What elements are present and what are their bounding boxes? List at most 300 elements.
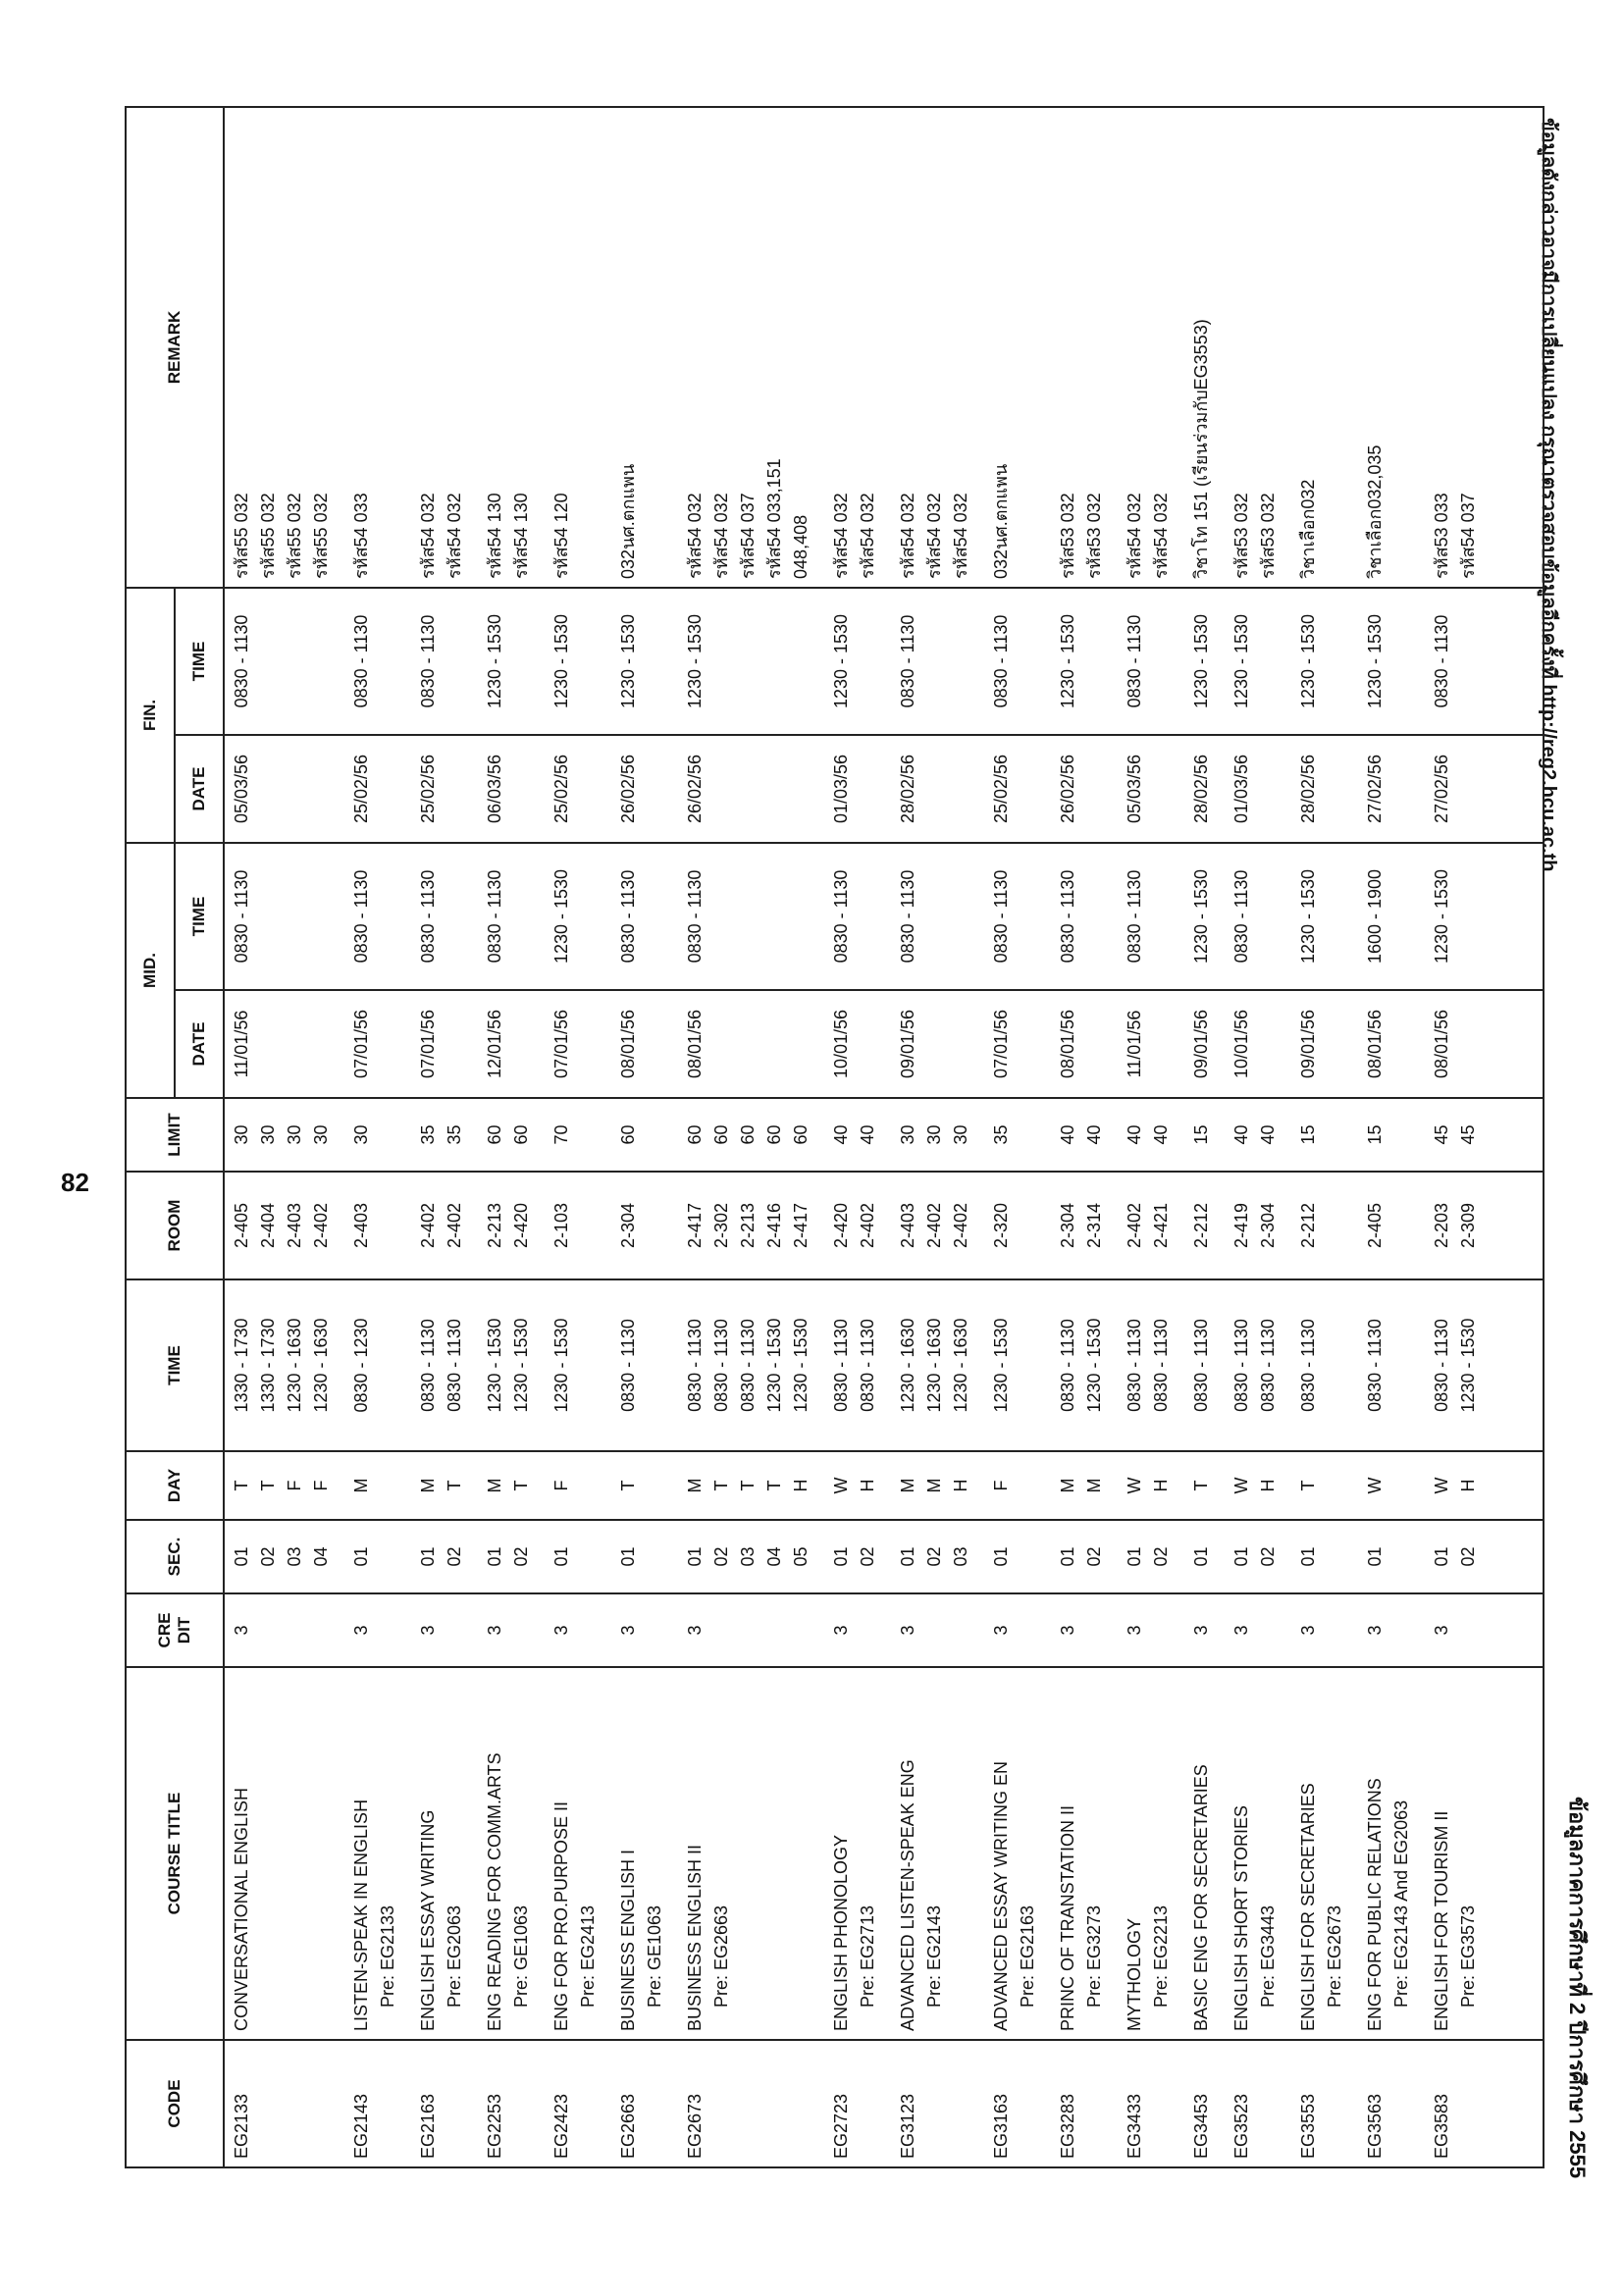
room-value: 2-419 [1231,1202,1251,1249]
course-code: EG3453 [1191,2093,1211,2159]
credit-value: 3 [232,1625,251,1636]
course-code: EG3523 [1231,2093,1251,2159]
course-title-cell [1051,1667,1118,2040]
mid-time-cell [611,843,678,990]
room-cell [1051,1172,1118,1279]
header-final: FIN. [126,588,175,843]
time-value: 0830 - 1130 [711,1319,731,1412]
course-title: ENGLISH FOR TOURISM II [1432,1810,1451,2031]
fin-time-cell [891,588,984,735]
day-value: F [551,1480,571,1491]
sec-value: 02 [858,1546,877,1567]
course-code-cell [344,2040,411,2167]
course-code: EG3553 [1298,2093,1318,2159]
mid-date-cell [611,990,678,1098]
room-value: 2-304 [1058,1202,1077,1249]
mid-date-cell [1051,990,1118,1098]
course-title: ENGLISH PHONOLOGY [831,1834,851,2031]
day-value: T [1298,1480,1318,1491]
time-value: 0830 - 1130 [738,1319,758,1412]
time-value: 0830 - 1130 [1191,1319,1211,1412]
sec-value: 02 [258,1546,278,1567]
credit-value: 3 [618,1625,638,1636]
semester-note: ข้อมูลภาคการศึกษาที่ 2 ปีการศึกษา 2555 [1565,1796,1590,2178]
fin-date-cell [1225,735,1291,843]
limit-value: 15 [1191,1124,1211,1145]
course-title: BASIC ENG FOR SECRETARIES [1191,1764,1211,2031]
fin-date: 05/03/56 [232,754,251,824]
course-title-cell [1291,1667,1358,2040]
credit-value: 3 [485,1625,504,1636]
mid-date-cell [824,990,891,1098]
prerequisite: Pre: EG2213 [1151,1905,1171,2008]
remark-value: รหัส55 032 [232,493,251,579]
mid-time: 0830 - 1130 [232,869,251,964]
credit-cell [984,1593,1051,1667]
course-row [1291,107,1358,2167]
course-code-cell [891,2040,984,2167]
room-cell [678,1172,824,1279]
time-cell [344,1279,411,1451]
room-value: 2-309 [1458,1202,1478,1249]
sec-value: 01 [551,1546,571,1567]
limit-cell [1225,1098,1291,1172]
prerequisite: Pre: EG2163 [1018,1905,1037,2008]
sec-value: 01 [1298,1546,1318,1567]
header-section: SEC. [126,1520,224,1593]
sec-value: 01 [1432,1546,1451,1567]
time-cell [1425,1279,1492,1451]
fin-time-cell [678,588,824,735]
course-title: LISTEN-SPEAK IN ENGLISH [351,1799,371,2031]
header-mid-time: TIME [175,843,224,990]
remark-value: รหัส54 037 [738,493,758,579]
fin-date: 26/02/56 [685,754,705,824]
day-value: W [1231,1477,1251,1494]
course-code-cell [678,2040,824,2167]
mid-date-cell [545,990,611,1098]
day-value: M [924,1478,944,1493]
room-cell [344,1172,411,1279]
day-value: H [951,1479,970,1492]
remark-value: รหัส54 032 [858,493,877,579]
fin-date-cell [478,735,545,843]
course-title: ENGLISH ESSAY WRITING [418,1809,438,2031]
day-cell [984,1451,1051,1520]
course-row [678,107,824,2167]
course-title-cell [545,1667,611,2040]
mid-date-cell [1425,990,1492,1098]
mid-time-cell [1358,843,1425,990]
course-title: ADVANCED LISTEN-SPEAK ENG [898,1759,917,2031]
day-value: F [311,1480,331,1491]
fin-time-cell [224,588,344,735]
time-value: 0830 - 1130 [418,1319,438,1412]
limit-value: 30 [232,1124,251,1145]
fin-time: 0830 - 1130 [1125,614,1144,708]
credit-value: 3 [1191,1625,1211,1636]
sec-cell [611,1520,678,1593]
remark-cell [344,107,411,588]
credit-value: 3 [1125,1625,1144,1636]
fin-time: 1230 - 1530 [618,613,638,709]
header-course-title: COURSE TITLE [126,1667,224,2040]
credit-value: 3 [1231,1625,1251,1636]
course-row [411,107,478,2167]
mid-date-cell [411,990,478,1098]
prerequisite: Pre: EG2133 [378,1905,397,2008]
credit-value: 3 [1432,1625,1451,1636]
table-body [224,107,1544,2167]
prerequisite: Pre: EG2413 [578,1905,598,2008]
day-cell [1358,1451,1425,1520]
course-row [344,107,411,2167]
room-cell [891,1172,984,1279]
time-cell [891,1279,984,1451]
course-title: ADVANCED ESSAY WRITING EN [991,1760,1011,2031]
limit-value: 15 [1298,1124,1318,1145]
mid-date: 11/01/56 [1125,1010,1144,1078]
sec-value: 01 [232,1546,251,1567]
course-title-cell [1425,1667,1492,2040]
sec-value: 01 [485,1546,504,1567]
credit-value: 3 [418,1625,438,1636]
mid-date: 08/01/56 [1058,1009,1077,1079]
sec-value: 02 [924,1546,944,1567]
limit-cell [224,1098,344,1172]
prerequisite: Pre: EG2063 [445,1905,464,2008]
time-value: 0830 - 1130 [1432,1319,1451,1412]
day-value: W [1432,1477,1451,1494]
mid-time: 0830 - 1130 [485,869,504,964]
course-code-cell [545,2040,611,2167]
day-value: T [764,1480,784,1491]
day-value: T [511,1480,531,1491]
header-time: TIME [126,1279,224,1451]
remark-cell [984,107,1051,588]
time-value: 1230 - 1530 [485,1318,504,1413]
remark-cell [1225,107,1291,588]
room-cell [1225,1172,1291,1279]
empty-cell [1492,1172,1544,1279]
limit-value: 60 [511,1124,531,1145]
course-code: EG3163 [991,2093,1011,2159]
remark-value: รหัส53 032 [1258,493,1278,579]
room-cell [224,1172,344,1279]
fin-date-cell [891,735,984,843]
fin-date: 27/02/56 [1365,754,1385,824]
time-cell [224,1279,344,1451]
mid-date: 10/01/56 [831,1009,851,1079]
mid-date: 08/01/56 [618,1009,638,1079]
header-day: DAY [126,1451,224,1520]
day-value: W [831,1477,851,1494]
remark-value: รหัส54 033,151 [764,458,784,579]
credit-value: 3 [1058,1625,1077,1636]
empty-cell [1492,107,1544,588]
mid-time: 1230 - 1530 [1298,868,1318,965]
sec-cell [478,1520,545,1593]
remark-cell [224,107,344,588]
day-cell [824,1451,891,1520]
day-cell [411,1451,478,1520]
prerequisite: Pre: EG2663 [711,1905,731,2008]
credit-cell [611,1593,678,1667]
remark-cell [1291,107,1358,588]
day-cell [224,1451,344,1520]
day-value: H [858,1479,877,1492]
course-title: CONVERSATIONAL ENGLISH [232,1787,251,2031]
course-title-cell [678,1667,824,2040]
course-code-cell [824,2040,891,2167]
time-cell [678,1279,824,1451]
sec-value: 02 [711,1546,731,1567]
course-title: ENG FOR PRO.PURPOSE II [551,1800,571,2031]
remark-value: รหัส54 032 [951,493,970,579]
room-cell [411,1172,478,1279]
credit-cell [891,1593,984,1667]
limit-value: 40 [831,1124,851,1145]
limit-value: 35 [445,1124,464,1145]
prerequisite: Pre: EG2673 [1325,1905,1344,2008]
limit-value: 30 [258,1124,278,1145]
mid-time-cell [1291,843,1358,990]
remark-value: วิชาเลือก032,035 [1365,444,1385,579]
room-value: 2-403 [285,1202,304,1249]
mid-time-cell [411,843,478,990]
empty-cell [1492,843,1544,990]
limit-cell [984,1098,1051,1172]
credit-cell [411,1593,478,1667]
mid-time: 0830 - 1130 [991,869,1011,964]
mid-date-cell [478,990,545,1098]
empty-cell [1492,588,1544,735]
remark-value: รหัส53 033 [1432,493,1451,579]
course-code-cell [478,2040,545,2167]
credit-value: 3 [351,1625,371,1636]
fin-date: 06/03/56 [485,754,504,824]
course-row [1118,107,1184,2167]
remark-cell [478,107,545,588]
sec-cell [1358,1520,1425,1593]
fin-date: 25/02/56 [991,754,1011,824]
credit-cell [478,1593,545,1667]
sec-value: 01 [1058,1546,1077,1567]
time-value: 1230 - 1530 [791,1318,811,1413]
course-row [1184,107,1225,2167]
sec-value: 02 [1151,1546,1171,1567]
course-code: EG2673 [685,2093,705,2159]
day-value: T [618,1480,638,1491]
credit-cell [1184,1593,1225,1667]
sec-value: 02 [445,1546,464,1567]
day-value: W [1125,1477,1144,1494]
day-cell [1425,1451,1492,1520]
day-cell [1225,1451,1291,1520]
prerequisite: Pre: EG3443 [1258,1905,1278,2008]
course-code: EG3563 [1365,2093,1385,2159]
course-title-cell [344,1667,411,2040]
mid-time: 0830 - 1130 [351,869,371,964]
day-cell [478,1451,545,1520]
credit-value: 3 [991,1625,1011,1636]
time-cell [411,1279,478,1451]
course-code: EG3433 [1125,2093,1144,2159]
day-cell [891,1451,984,1520]
sec-value: 02 [1258,1546,1278,1567]
course-code-cell [1358,2040,1425,2167]
fin-date-cell [344,735,411,843]
fin-date: 26/02/56 [618,754,638,824]
fin-date: 26/02/56 [1058,754,1077,824]
time-value: 0830 - 1130 [1298,1319,1318,1412]
mid-date: 09/01/56 [1191,1009,1211,1079]
fin-time-cell [1425,588,1492,735]
room-value: 2-403 [898,1202,917,1249]
room-value: 2-417 [791,1202,811,1249]
room-value: 2-304 [618,1202,638,1249]
limit-value: 30 [285,1124,304,1145]
header-mid-date: DATE [175,990,224,1098]
room-value: 2-421 [1151,1202,1171,1249]
sec-value: 03 [951,1546,970,1567]
course-title-cell [611,1667,678,2040]
empty-cell [1492,990,1544,1098]
table-filler-row [1492,107,1544,2167]
course-code: EG2253 [485,2093,504,2159]
limit-value: 30 [311,1124,331,1145]
course-title-cell [1358,1667,1425,2040]
fin-date: 25/02/56 [418,754,438,824]
time-value: 0830 - 1130 [445,1319,464,1412]
remark-value: รหัส53 032 [1231,493,1251,579]
course-title: PRINC OF TRANSTATION II [1058,1804,1077,2031]
day-cell [611,1451,678,1520]
fin-date: 01/03/56 [1231,754,1251,824]
remark-cell [678,107,824,588]
prerequisite: Pre: EG2143 And EG2063 [1391,1800,1411,2008]
fin-date-cell [224,735,344,843]
remark-cell [611,107,678,588]
day-value: T [232,1480,251,1491]
room-value: 2-320 [991,1202,1011,1249]
limit-cell [1184,1098,1225,1172]
course-code: EG3283 [1058,2093,1077,2159]
day-value: M [485,1478,504,1493]
mid-time: 0830 - 1130 [685,869,705,964]
mid-date-cell [984,990,1051,1098]
course-code: EG2723 [831,2093,851,2159]
time-value: 1230 - 1530 [764,1318,784,1413]
sec-cell [1184,1520,1225,1593]
empty-cell [1492,1667,1544,2040]
limit-cell [478,1098,545,1172]
time-cell [611,1279,678,1451]
time-value: 0830 - 1130 [1365,1319,1385,1412]
fin-time: 0830 - 1130 [418,614,438,708]
mid-time-cell [984,843,1051,990]
mid-date-cell [1184,990,1225,1098]
sec-value: 01 [1191,1546,1211,1567]
time-value: 0830 - 1130 [858,1319,877,1412]
time-value: 0830 - 1130 [1231,1319,1251,1412]
mid-date: 12/01/56 [485,1009,504,1079]
course-title: BUSINESS ENGLISH II [685,1844,705,2031]
fin-time: 1230 - 1530 [1231,613,1251,709]
day-value: H [791,1479,811,1492]
limit-value: 40 [1084,1124,1104,1145]
table-header [126,107,224,2167]
mid-time: 1600 - 1900 [1365,868,1385,965]
day-value: T [711,1480,731,1491]
time-value: 1230 - 1630 [924,1318,944,1413]
room-value: 2-302 [711,1202,731,1249]
course-title-cell [1225,1667,1291,2040]
fin-time-cell [344,588,411,735]
disclaimer-note: ข้อมูลดังกล่าวอาจมีการเปลี่ยนแปลง กรุณาตรวจสอบข้อมูลอีกครั้งที่ http://reg2.hcu.ac.th [1538,118,1559,872]
room-value: 2-402 [418,1202,438,1249]
time-cell [478,1279,545,1451]
header-fin-date: DATE [175,735,224,843]
fin-date-cell [545,735,611,843]
page-number: 82 [61,1168,89,1197]
remark-cell [545,107,611,588]
remark-value: รหัส53 032 [1084,493,1104,579]
room-value: 2-213 [485,1202,504,1249]
fin-date-cell [411,735,478,843]
mid-time: 0830 - 1130 [1231,869,1251,964]
header-remark: REMARK [126,107,224,588]
course-code: EG3583 [1432,2093,1451,2159]
room-value: 2-212 [1298,1202,1318,1249]
day-value: M [1084,1478,1104,1493]
fin-date-cell [1425,735,1492,843]
day-cell [1184,1451,1225,1520]
sec-cell [1051,1520,1118,1593]
sec-value: 01 [831,1546,851,1567]
credit-cell [344,1593,411,1667]
remark-cell [1184,107,1225,588]
limit-value: 40 [1258,1124,1278,1145]
remark-value: วิชาโท 151 (เรียนร่วมกับEG3553) [1191,319,1211,579]
fin-time-cell [478,588,545,735]
room-cell [545,1172,611,1279]
fin-date-cell [1118,735,1184,843]
sec-value: 01 [1231,1546,1251,1567]
remark-value: รหัส54 032 [445,493,464,579]
limit-value: 70 [551,1124,571,1145]
time-value: 0830 - 1130 [618,1319,638,1412]
course-title-cell [984,1667,1051,2040]
sec-value: 01 [351,1546,371,1567]
sec-value: 05 [791,1546,811,1567]
mid-time-cell [891,843,984,990]
mid-date: 09/01/56 [898,1009,917,1079]
credit-cell [1291,1593,1358,1667]
sec-value: 01 [898,1546,917,1567]
room-value: 2-403 [351,1202,371,1249]
time-cell [1225,1279,1291,1451]
course-title: MYTHOLOGY [1125,1917,1144,2031]
limit-cell [545,1098,611,1172]
credit-cell [1358,1593,1425,1667]
time-value: 1230 - 1530 [1458,1318,1478,1413]
course-title: ENGLISH FOR SECRETARIES [1298,1783,1318,2031]
limit-value: 35 [418,1124,438,1145]
limit-cell [1291,1098,1358,1172]
time-value: 1230 - 1630 [311,1318,331,1413]
mid-time: 0830 - 1130 [418,869,438,964]
